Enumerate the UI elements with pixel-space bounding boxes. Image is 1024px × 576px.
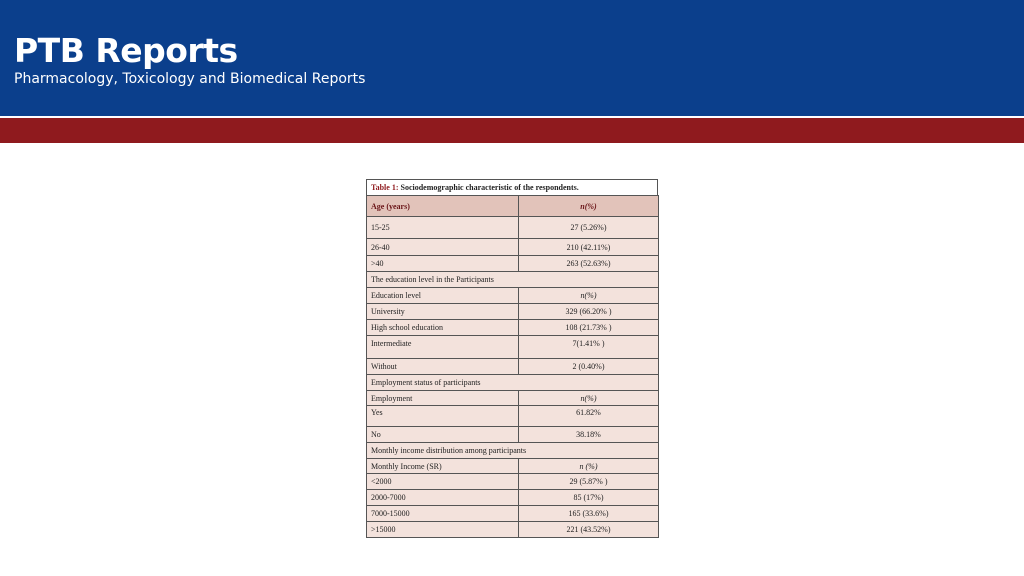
header-cell-value: n(%) [519,196,659,217]
row-label: 26-40 [367,239,519,256]
table-row [367,522,659,538]
row-label: No [367,427,519,443]
row-value: 2 (0.40%) [519,359,659,375]
table-row [367,474,659,490]
row-value: 85 (17%) [519,490,659,506]
row-value: 29 (5.87% ) [519,474,659,490]
row-label: 15-25 [367,217,519,239]
row-value: n(%) [519,288,659,304]
row-label: 2000-7000 [367,490,519,506]
table-row [367,304,659,320]
row-label: Intermediate [367,336,519,359]
header-cell-category: Age (years) [367,196,519,217]
row-label: >40 [367,256,519,272]
row-label: Employment [367,391,519,406]
section-row [367,272,659,288]
row-label: >15000 [367,522,519,538]
site-title: PTB Reports [14,31,238,70]
row-value: 38.18% [519,427,659,443]
sociodemographic-table [366,179,658,538]
row-label: Monthly Income (SR) [367,459,519,474]
table-row [367,359,659,375]
site-header [0,0,1024,116]
section-title: Monthly income distribution among participants [367,443,659,459]
table-row [367,256,659,272]
subheader-row [367,288,659,304]
row-value: n(%) [519,391,659,406]
row-value: 221 (43.52%) [519,522,659,538]
row-value: 165 (33.6%) [519,506,659,522]
table-caption-text: Sociodemographic characteristic of the respondents. [398,183,579,192]
section-title: Employment status of participants [367,375,659,391]
row-value: 329 (66.20% ) [519,304,659,320]
table-row [367,239,659,256]
table-row [367,320,659,336]
table-caption [366,179,658,195]
table-row [367,506,659,522]
table-header-row [367,196,659,217]
data-table [366,195,659,538]
row-value: 7(1.41% ) [519,336,659,359]
row-value: 210 (42.11%) [519,239,659,256]
row-value: 263 (52.63%) [519,256,659,272]
row-value: 61.82% [519,406,659,427]
table-row [367,490,659,506]
table-row [367,427,659,443]
row-label: University [367,304,519,320]
subheader-row [367,459,659,474]
section-title: The education level in the Participants [367,272,659,288]
section-row [367,443,659,459]
site-subtitle: Pharmacology, Toxicology and Biomedical Reports [14,71,366,87]
table-row [367,406,659,427]
row-label: Without [367,359,519,375]
accent-bar [0,118,1024,143]
section-row [367,375,659,391]
row-value: n (%) [519,459,659,474]
table-caption-label: Table 1: [371,183,399,192]
row-label: Education level [367,288,519,304]
row-label: <2000 [367,474,519,490]
table-row [367,336,659,359]
row-label: 7000-15000 [367,506,519,522]
row-value: 27 (5.26%) [519,217,659,239]
row-label: Yes [367,406,519,427]
row-value: 108 (21.73% ) [519,320,659,336]
subheader-row [367,391,659,406]
table-row [367,217,659,239]
row-label: High school education [367,320,519,336]
